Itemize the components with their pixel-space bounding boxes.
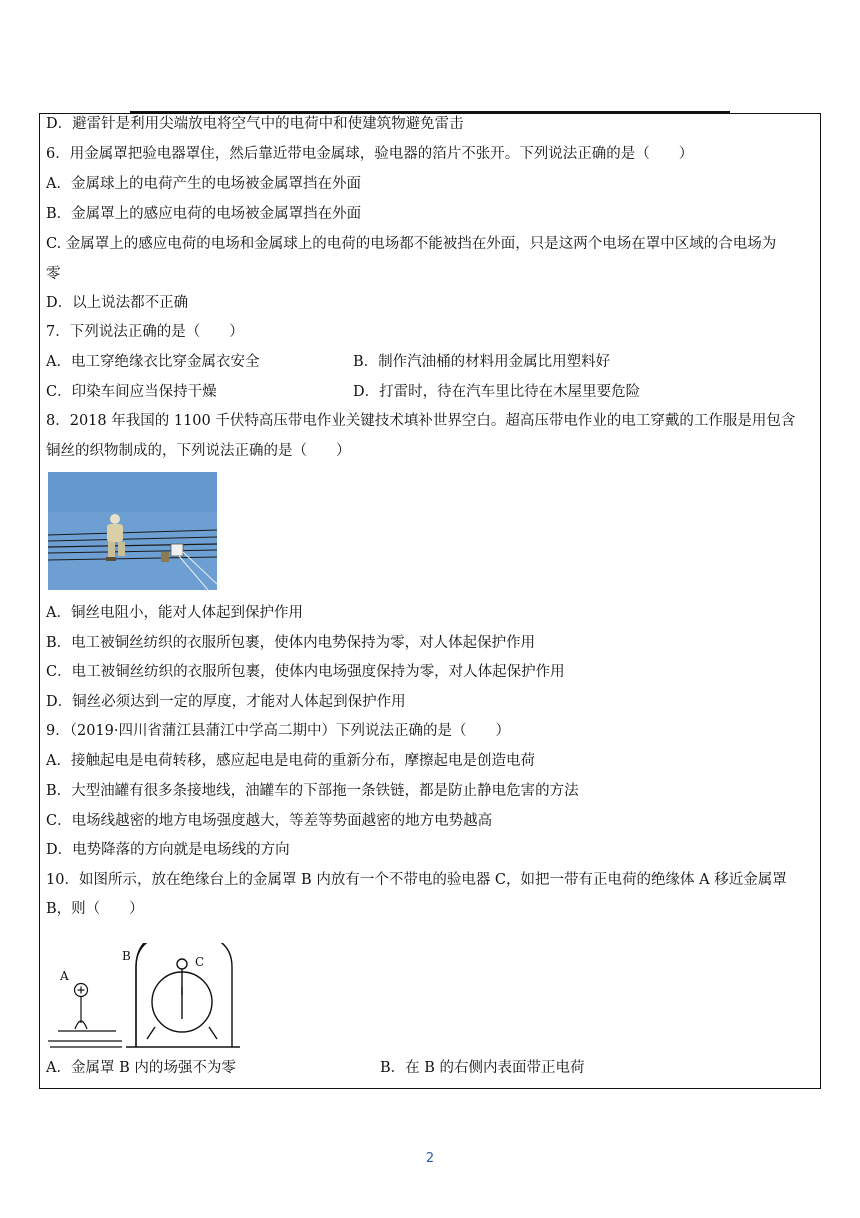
label-c: C bbox=[195, 955, 205, 969]
option-c-q9: C．电场线越密的地方电场强度越大，等差等势面越密的地方电势越高 bbox=[46, 813, 493, 829]
page-number: 2 bbox=[425, 1151, 435, 1166]
option-c-q6: C. 金属罩上的感应电荷的电场和金属球上的电荷的电场都不能被挡在外面，只是这两个电场在罩中区域的合电场为 bbox=[46, 236, 777, 252]
option-b-q7: B．制作汽油桶的材料用金属比用塑料好 bbox=[353, 354, 611, 370]
option-c-q8: C．电工被铜丝纺织的衣服所包裹，使体内电场强度保持为零，对人体起保护作用 bbox=[46, 664, 565, 680]
question-10: 10．如图所示，放在绝缘台上的金属罩 B 内放有一个不带电的验电器 C，如把一带有正电荷的绝缘体 A 移近金属罩 bbox=[46, 872, 787, 888]
question-7: 7．下列说法正确的是（ ） bbox=[46, 324, 244, 340]
label-a: A bbox=[60, 969, 69, 983]
option-a-q8: A．铜丝电阻小，能对人体起到保护作用 bbox=[46, 605, 303, 621]
option-b-q10: B．在 B 的右侧内表面带正电荷 bbox=[380, 1060, 585, 1076]
metal-cover-figure bbox=[44, 943, 244, 1055]
option-a-q7: A．电工穿绝缘衣比穿金属衣安全 bbox=[46, 354, 260, 370]
question-10-cont: B，则（ ） bbox=[46, 901, 144, 917]
lineman-photo bbox=[48, 472, 217, 590]
question-8: 8．2018 年我国的 1100 千伏特高压带电作业关键技术填补世界空白。超高压带电作业的电工穿戴的工作服是用包含 bbox=[46, 413, 796, 429]
question-6: 6．用金属罩把验电器罩住，然后靠近带电金属球，验电器的箔片不张开。下列说法正确的是（ ） bbox=[46, 146, 694, 162]
question-9: 9．（2019·四川省蒲江县蒲江中学高二期中）下列说法正确的是（ ） bbox=[46, 723, 510, 739]
option-a-q10: A．金属罩 B 内的场强不为零 bbox=[46, 1060, 236, 1076]
option-a-q6: A．金属球上的电荷产生的电场被金属罩挡在外面 bbox=[46, 176, 361, 192]
option-d-q8: D．铜丝必须达到一定的厚度，才能对人体起到保护作用 bbox=[46, 694, 406, 710]
question-8-cont: 铜丝的织物制成的，下列说法正确的是（ ） bbox=[46, 443, 351, 459]
option-d-q6: D．以上说法都不正确 bbox=[46, 295, 189, 311]
label-b: B bbox=[122, 949, 131, 963]
option-a-q9: A．接触起电是电荷转移，感应起电是电荷的重新分布，摩擦起电是创造电荷 bbox=[46, 753, 535, 769]
option-c-q6-cont: 零 bbox=[46, 266, 61, 282]
option-d-q9: D．电势降落的方向就是电场线的方向 bbox=[46, 842, 290, 858]
option-c-q7: C．印染车间应当保持干燥 bbox=[46, 384, 217, 400]
charged-body-a bbox=[48, 984, 122, 1048]
option-d-q7: D．打雷时，待在汽车里比待在木屋里要危险 bbox=[353, 384, 641, 400]
metal-cover-b bbox=[126, 943, 240, 1047]
option-b-q6: B．金属罩上的感应电荷的电场被金属罩挡在外面 bbox=[46, 206, 362, 222]
option-b-q9: B．大型油罐有很多条接地线，油罐车的下部拖一条铁链，都是防止静电危害的方法 bbox=[46, 783, 579, 799]
option-b-q8: B．电工被铜丝纺织的衣服所包裹，使体内电势保持为零，对人体起保护作用 bbox=[46, 635, 536, 651]
option-d-q5: D．避雷针是利用尖端放电将空气中的电荷中和使建筑物避免雷击 bbox=[46, 116, 464, 132]
